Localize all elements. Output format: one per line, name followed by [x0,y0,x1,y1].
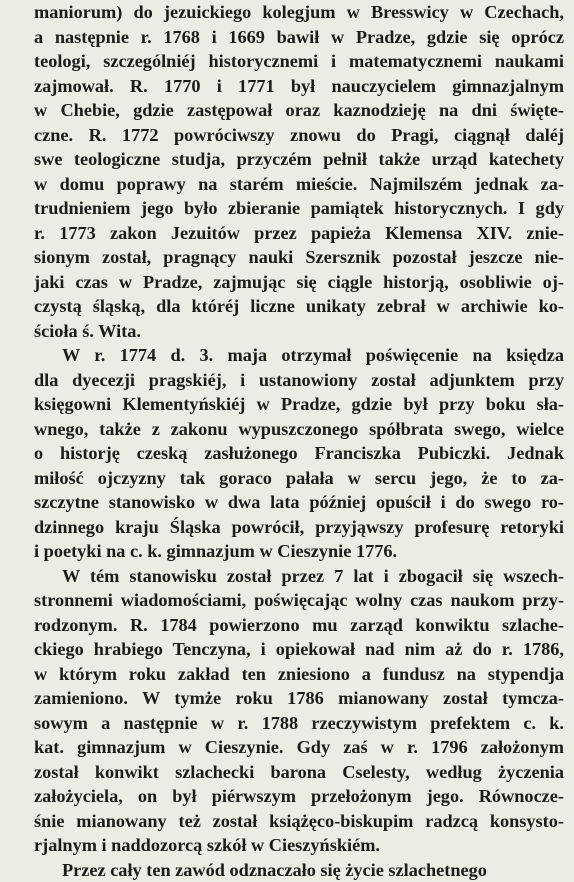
text-line: W r. 1774 d. 3. maja otrzymał poświęcenie na księdza [34,343,564,368]
text-line: czystą śląską, dla któréj liczne unikaty zebrał w archiwie ko- [34,294,564,319]
text-line: Przez cały ten zawód odznaczało się życie szlachetnego [34,858,564,882]
text-line: a następnie r. 1768 i 1669 bawił w Pradze, gdzie się oprócz [34,25,564,50]
text-line: sionym został, pragnący nauki Szersznik pozostał jeszcze nie- [34,245,564,270]
text-line: teologi, szczególniéj historycznemi i matematycznemi naukami [34,49,564,74]
text-line: sowym a następnie w r. 1788 rzeczywistym prefektem c. k. [34,711,564,736]
text-line: o historję czeską zasłużonego Franciszka Pubiczki. Jednak [34,441,564,466]
text-line: śnie mianowany też został książęco-biskupim radzcą konsysto- [34,809,564,834]
text-line: szczytne stanowisko w dwa lata później opuścił i do swego ro- [34,490,564,515]
text-line: czne. R. 1772 powróciwszy znowu do Pragi, ciągnął daléj [34,123,564,148]
text-line: ckiego hrabiego Tenczyna, i opiekował nad nim aż do r. 1786, [34,637,564,662]
text-line: w domu poprawy na starém mieście. Najmilszém jednak za- [34,172,564,197]
text-line: rjalnym i naddozorcą szkół w Cieszyńskiém. [34,833,564,858]
text-line: w którym roku zakład ten zniesiono a fundusz na stypendja [34,662,564,687]
text-line: zamieniono. W tymże roku 1786 mianowany został tymcza- [34,686,564,711]
text-line: został konwikt szlachecki barona Cselesty, według życzenia [34,760,564,785]
text-line: W tém stanowisku został przez 7 lat i zbogacił się wszech- [34,564,564,589]
text-line: wnego, także z zakonu wypuszczonego spółbrata swego, wielce [34,417,564,442]
text-line: r. 1773 zakon Jezuitów przez papieża Klemensa XIV. znie- [34,221,564,246]
text-line: i poetyki na c. k. gimnazjum w Cieszynie 1776. [34,539,564,564]
text-line: stronnemi wiadomościami, poświęcając wolny czas naukom przy- [34,588,564,613]
text-line: miłość ojczyzny tak goraco pałała w sercu jego, że to za- [34,466,564,491]
text-line: zajmował. R. 1770 i 1771 był nauczycielem gimnazjalnym [34,74,564,99]
text-line: maniorum) do jezuickiego kolegjum w Bresswicy w Czechach, [34,0,564,25]
text-line: dzinnego kraju Śląska powrócił, przyjąwszy profesurę retoryki [34,515,564,540]
text-line: trudnieniem jego było zbieranie pamiątek historycznych. I gdy [34,196,564,221]
text-line: swe teologiczne studja, przyczém pełnił także urząd katechety [34,147,564,172]
text-line: jaki czas w Pradze, zajmując się ciągle historją, osobliwie oj- [34,270,564,295]
text-line: ścioła ś. Wita. [34,319,564,344]
text-line: kat. gimnazjum w Cieszynie. Gdy zaś w r. 1796 założonym [34,735,564,760]
text-line: księgowni Klementyńskiéj w Pradze, gdzie był przy boku sła- [34,392,564,417]
text-line: dla dyecezji pragskiéj, i ustanowiony został adjunktem przy [34,368,564,393]
text-line: rodzonym. R. 1784 powierzono mu zarząd konwiktu szlache- [34,613,564,638]
body-text [34,0,564,882]
text-line: założyciela, on był piérwszym przełożonym jego. Równocze- [34,784,564,809]
text-line: w Chebie, gdzie zastępował oraz kaznodzieję na dni święte- [34,98,564,123]
